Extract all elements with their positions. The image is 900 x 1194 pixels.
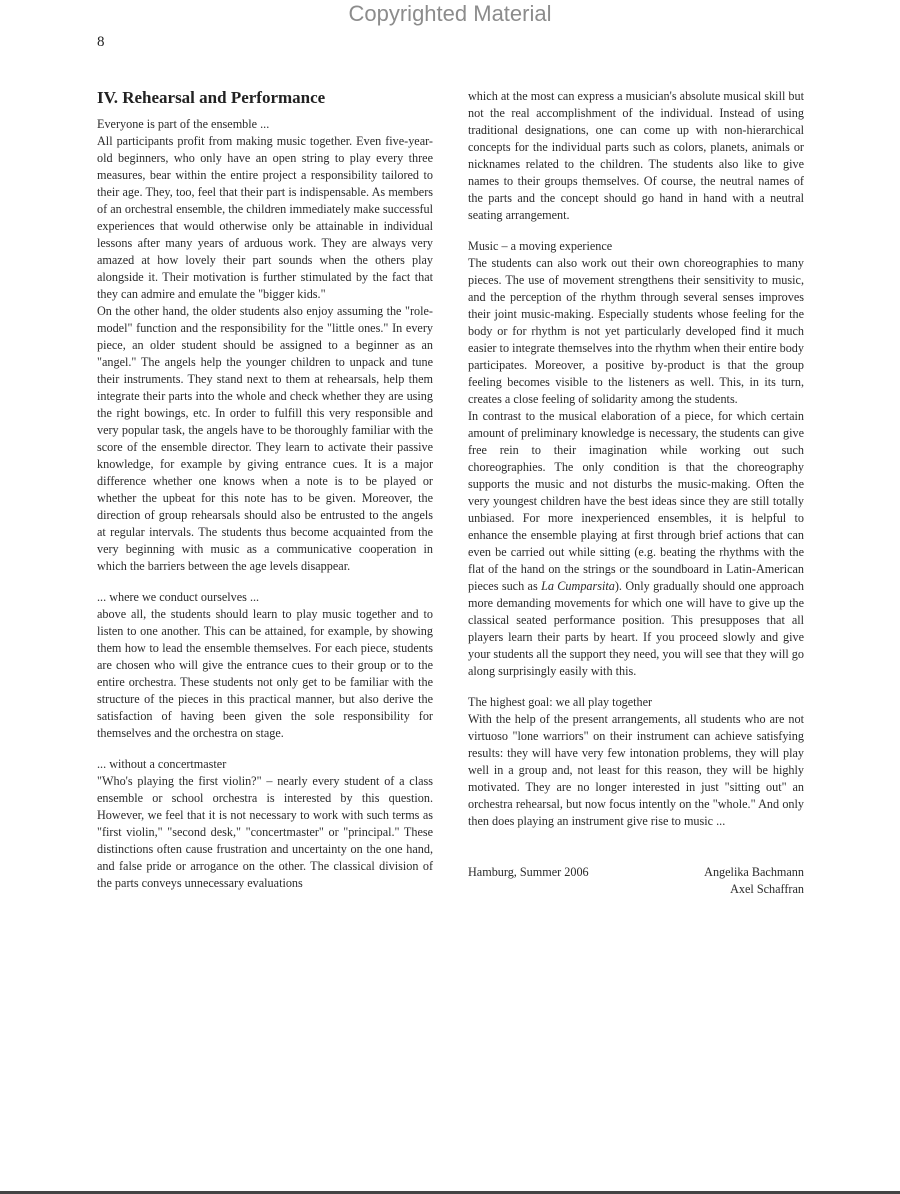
subhead-conduct: ... where we conduct ourselves ... [97,590,260,604]
subhead-highest-goal: The highest goal: we all play together [468,695,653,709]
signature-block [468,864,804,898]
subhead-moving-experience: Music – a moving experience [468,239,613,253]
paragraph-older-students: On the other hand, the older students also enjoy assuming the "role-model" function and the responsibility for the "little ones." In every piece, an older student should be assigned to a beginner as an "angel." The angels help the younger children to unpack and tune their instruments. They stand next to them at rehearsals, help them integrate their parts into the whole and check whether they are using the right bowings, etc. In order to fulfill this very responsible and very popular task, the angels have to be thoroughly familiar with the score of the ensemble director. They learn to activate their passive knowledge, for example by giving entrance cues. It is a major difference whether one knows when a note is to be played or whether the upbeat for this note has to be given. Moreover, the direction of group rehearsals should also be entrusted to the angels at regular intervals. The students thus become acquainted from the very beginning with music as a communicative cooperation in which the barriers between the age levels disappear. [97,304,433,573]
paragraph-evaluations: which at the most can express a musician's absolute musical skill but not the real accomplishment of the individual. Instead of using traditional designations, one can come up with non-hierarchical concepts for the individual parts such as colors, planets, animals or nicknames related to the children. The students also like to give names to their groups themselves. Of course, the neutral names of the parts and the concept should go hand in hand with a neutral seating arrangement. [468,89,804,222]
paragraph-arrangements: With the help of the present arrangements, all students who are not virtuoso "lone warriors" on their instrument can achieve satisfying results: they will have very few intonation problems, they will play well in a group and, not least for this reason, they will be highly motivated. They are no longer interested in just "sitting out" an orchestra rehearsal, but now focus intently on the "whole." And only then does playing an instrument give rise to music ... [468,712,804,828]
paragraph-part-b: ). Only gradually should one approach more demanding movements for which one will have to give up the classical seated performance position. This presupposes that all players learn their parts by heart. If you proceed slowly and give your students all the support they need, you will see that they will go along surprisingly easily with this. [468,579,804,678]
page-number: 8 [97,34,105,50]
paragraph-musical-elaboration [468,408,804,680]
copyright-watermark: Copyrighted Material [348,1,552,26]
paragraph-conduct: above all, the students should learn to play music together and to listen to one another. This can be attained, for example, by showing them how to lead the ensemble themselves. For each piece, students are chosen who will give the entrance cues to their group or to the entire orchestra. These students not only get to be familiar with the structure of the pieces in this practical manner, but also derive the satisfaction of having been given the sole responsibility for themselves and the orchestra on stage. [97,607,433,740]
place-date: Hamburg, Summer 2006 [468,865,589,879]
author-names [704,864,804,898]
author-name: Axel Schaffran [730,882,804,896]
paragraph-part-a: In contrast to the musical elaboration of a piece, for which certain amount of preliminary knowledge is necessary, the students can give free rein to their imagination while working out such choreographies. The only condition is that the choreography supports the music and not disturbs the music-making. Often the very youngest children have the best ideas since they are still totally unbiased. For more inexperienced ensembles, it is helpful to enhance the ensemble playing at first through brief actions that can even be carried out while sitting (e.g. beating the rhythms with the flat of the hand on the strings or the soundboard in Latin-American pieces such as [468,409,804,593]
right-column [468,88,804,898]
piece-title-italic: La Cumparsita [541,579,615,593]
paragraph-participants: All participants profit from making music together. Even five-year-old beginners, who only have an open string to play every three measures, bear within the entire project a responsibility tailored to their age. They, too, feel that their part is indispensable. As members of an orchestral ensemble, the children immediately make successful experiences that would otherwise only be attainable in individual lessons after many years of arduous work. They are always very amazed at how lovely their part sounds when the others play alongside it. Their motivation is further stimulated by the fact that they can admire and emulate the "bigger kids." [97,134,433,301]
subhead-concertmaster: ... without a concertmaster [97,757,227,771]
author-name: Angelika Bachmann [704,865,804,879]
paragraph-choreographies: The students can also work out their own choreographies to many pieces. The use of movement strengthens their sensitivity to music, and the perception of the rhythm through several senses improves their joint music-making. Especially students whose feeling for the body or for rhythm is not yet particularly developed find it much easier to integrate themselves into the rhythm when their entire body participates. Moreover, a positive by-product is that the group feeling becomes visible to the listeners as well. This, in its turn, creates a close feeling of solidarity among the students. [468,256,804,406]
section-title: IV. Rehearsal and Performance [97,88,326,107]
paragraph-first-violin: "Who's playing the first violin?" – nearly every student of a class ensemble or school orchestra is interested by this question. However, we feel that it is not necessary to work with such terms as "first violin," "second desk," "concertmaster" or "principal." These distinctions often cause frustration and uncertainty on the one hand, and false pride or arrogance on the other. The classical division of the parts conveys unnecessary evaluations [97,774,433,890]
left-column [97,88,433,892]
subhead-everyone: Everyone is part of the ensemble ... [97,117,270,131]
